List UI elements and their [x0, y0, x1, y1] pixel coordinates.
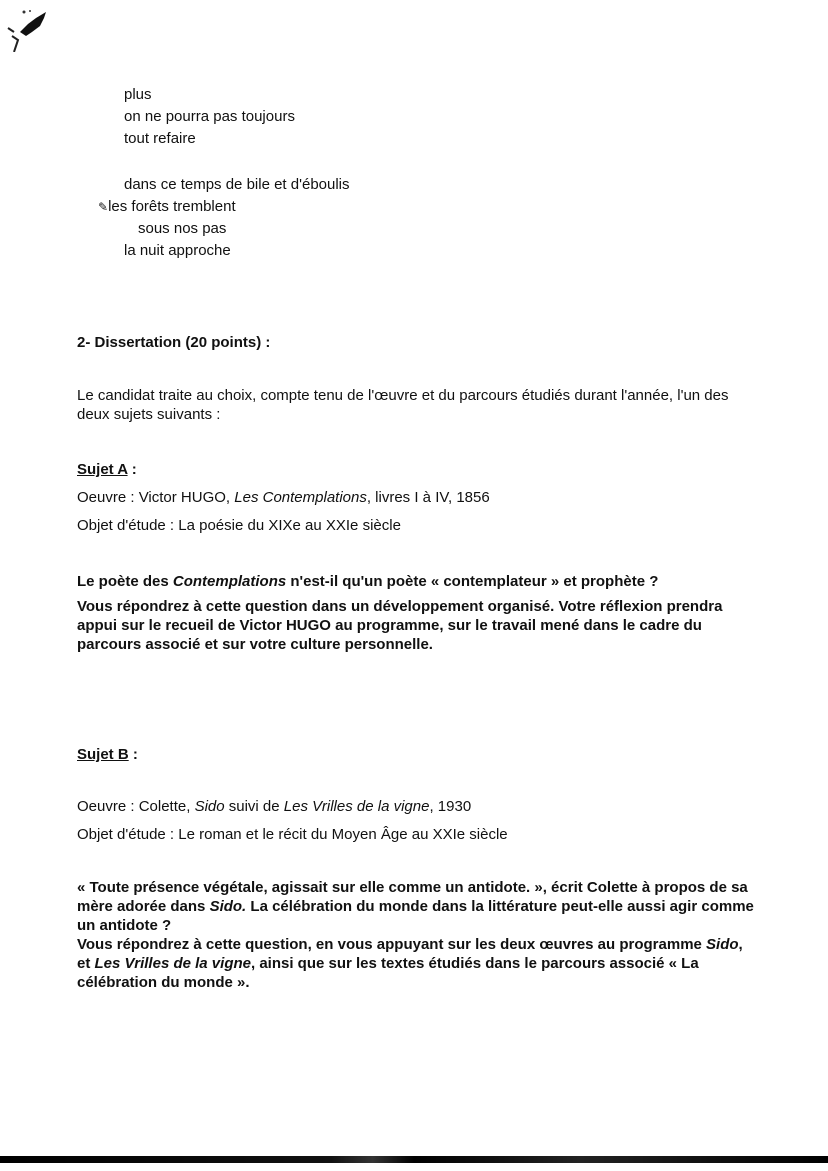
sujet-b-question: « Toute présence végétale, agissait sur elle comme un antidote. », écrit Colette à propos de sa mère adorée dans Sido. La célébration du monde dans la littérature peut-elle aussi agir comme un antidote ? Vous répondrez à cette question, en vous appuyant sur les deux œuvres au programme Sido, et Les Vrilles de la vigne, ainsi que sur les textes étudiés dans le parcours associé « La célébration du monde ».	[77, 878, 757, 992]
sujet-b-info	[77, 793, 757, 849]
poem-line: tout refaire	[124, 130, 196, 147]
ink-smudge-icon	[6, 6, 50, 52]
sujet-b-heading: Sujet B :	[77, 746, 138, 763]
poem-line: on ne pourra pas toujours	[124, 108, 295, 125]
poem-line: plus	[124, 86, 152, 103]
sujet-b-instructions: Vous répondrez à cette question, en vous appuyant sur les deux œuvres au programme Sido, et Les Vrilles de la vigne, ainsi que sur les textes étudiés dans le parcours associé « La célébration du monde ».	[77, 936, 743, 991]
poem-line: sous nos pas	[138, 220, 227, 237]
poem-line: dans ce temps de bile et d'éboulis	[124, 176, 350, 193]
sujet-a-instructions: Vous répondrez à cette question dans un développement organisé. Votre réflexion prendra appui sur le recueil de Victor HUGO au programme, sur le travail mené dans le cadre du parcours associé et sur votre culture personnelle.	[77, 598, 723, 653]
poem-line: ✎les forêts tremblent	[98, 198, 236, 215]
intro-text: Le candidat traite au choix, compte tenu de l'œuvre et du parcours étudiés durant l'année, l'un des deux sujets suivants :	[77, 387, 729, 423]
sujet-a-title: Sujet A	[77, 461, 128, 478]
margin-mark-icon: ✎	[98, 200, 109, 214]
scan-edge-divider	[0, 1156, 828, 1163]
sujet-a-info	[77, 484, 757, 540]
sujet-a-oeuvre: Oeuvre : Victor HUGO, Les Contemplations, livres I à IV, 1856	[77, 489, 490, 506]
sujet-b-objet: Objet d'étude : Le roman et le récit du Moyen Âge au XXIe siècle	[77, 826, 508, 843]
sujet-b-oeuvre: Oeuvre : Colette, Sido suivi de Les Vrilles de la vigne, 1930	[77, 798, 472, 815]
poem-excerpt	[98, 84, 484, 262]
poem-line: la nuit approche	[124, 242, 231, 259]
sujet-a-heading: Sujet A :	[77, 461, 137, 478]
sujet-b-title: Sujet B	[77, 746, 129, 763]
section-heading: 2- Dissertation (20 points) :	[77, 334, 271, 351]
sujet-a-question: Le poète des Contemplations n'est-il qu'un poète « contemplateur » et prophète ? Vous répondrez à cette question dans un développement organisé. Votre réflexion prendra appui sur le recueil de Victor HUGO au programme, sur le travail mené dans le cadre du parcours associé et sur votre culture personnelle.	[77, 572, 757, 654]
sujet-a-objet: Objet d'étude : La poésie du XIXe au XXIe siècle	[77, 517, 401, 534]
